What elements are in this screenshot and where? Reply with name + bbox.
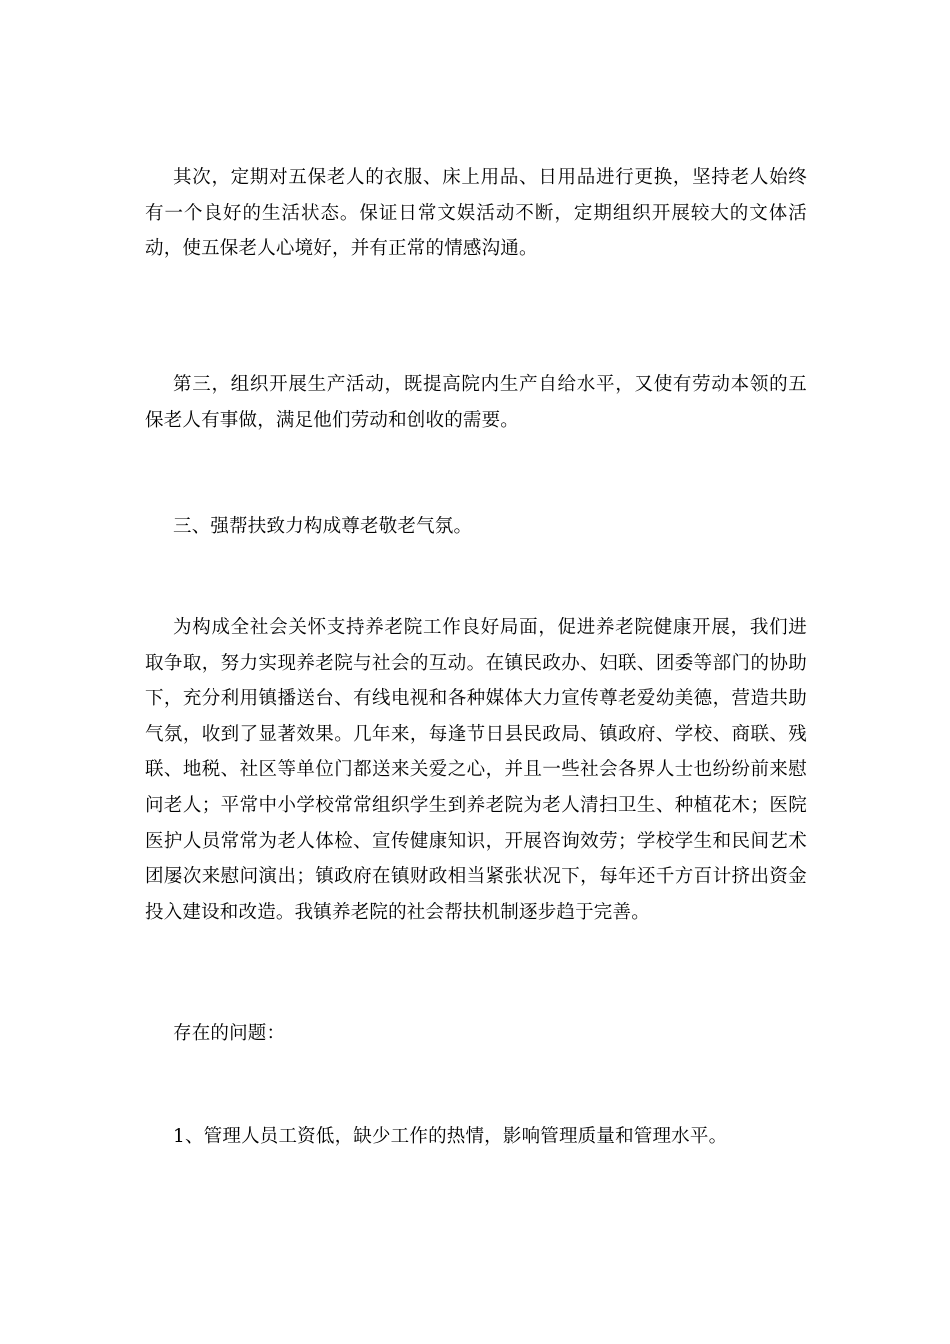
paragraph-clothing-bedding: 其次，定期对五保老人的衣服、床上用品、日用品进行更换，坚持老人始终有一个良好的生活状态。保证日常文娱活动不断，定期组织开展较大的文体活动，使五保老人心境好，并有正常的情感沟通。 [145,167,807,260]
problem-item-1: 1、管理人员工资低，缺少工作的热情，影响管理质量和管理水平。 [173,1126,728,1147]
section-heading-problems: 存在的问题： [173,1023,286,1044]
section-heading-support: 三、强帮扶致力构成尊老敬老气氛。 [173,516,473,537]
paragraph-production-activities: 第三，组织开展生产活动，既提高院内生产自给水平，又使有劳动本领的五保老人有事做，满足他们劳动和创收的需要。 [145,374,807,431]
paragraph-social-support: 为构成全社会关怀支持养老院工作良好局面，促进养老院健康开展，我们进取争取，努力实现养老院与社会的互动。在镇民政办、妇联、团委等部门的协助下，充分利用镇播送台、有线电视和各种媒体大力宣传尊老爱幼美德，营造共助气氛，收到了显著效果。几年来，每逢节日县民政局、镇政府、学校、商联、残联、地税、社区等单位门都送来关爱之心，并且一些社会各界人士也纷纷前来慰问老人；平常中小学校常常组织学生到养老院为老人清扫卫生、种植花木；医院医护人员常常为老人体检、宣传健康知识，开展咨询效劳；学校学生和民间艺术团屡次来慰问演出；镇政府在镇财政相当紧张状况下，每年还千方百计挤出资金投入建设和改造。我镇养老院的社会帮扶机制逐步趋于完善。 [145,617,807,923]
